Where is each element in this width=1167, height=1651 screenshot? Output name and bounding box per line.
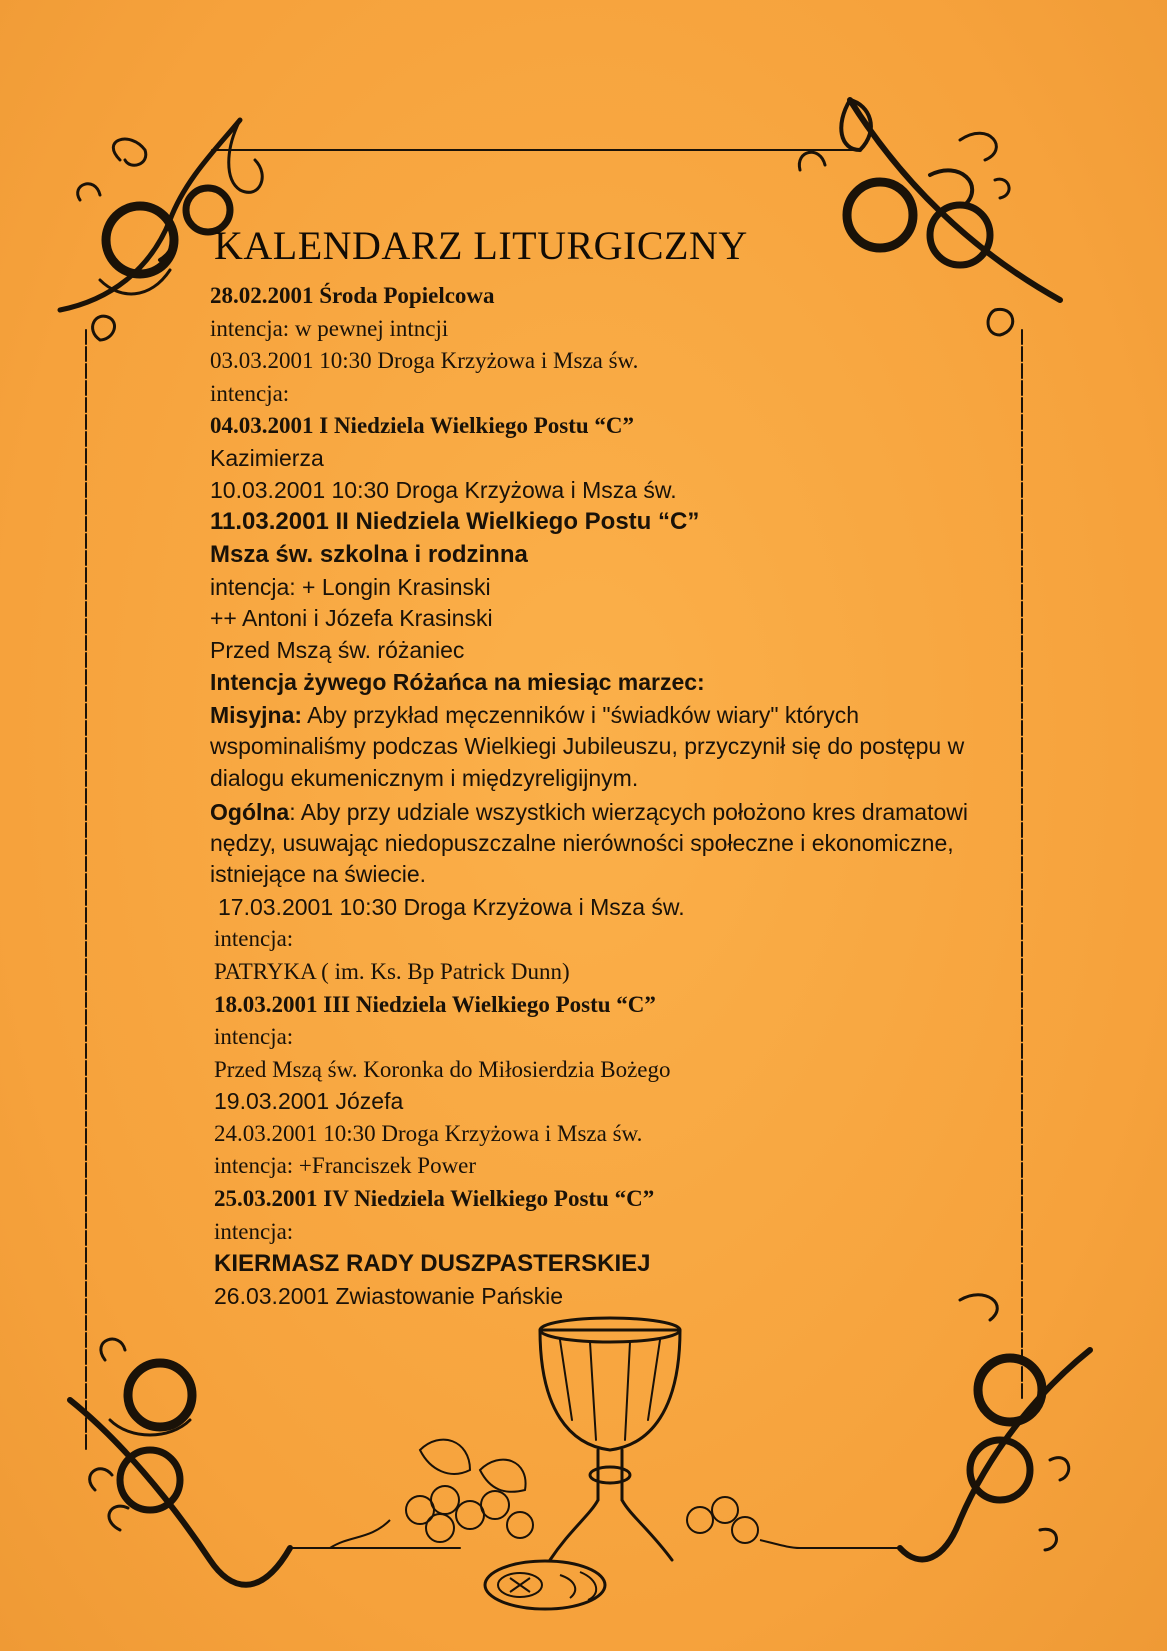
chalice-icon	[540, 1318, 680, 1560]
entry-line: intencja:	[214, 926, 294, 952]
general-intention	[210, 797, 980, 891]
entry-line: 19.03.2001 Józefa	[214, 1088, 404, 1115]
entry-date-line: 11.03.2001 II Niedziela Wielkiego Postu “C”	[210, 508, 700, 536]
entry-line: Kazimierza	[210, 444, 324, 471]
entry-line: Msza św. szkolna i rodzinna	[210, 540, 528, 568]
entry-date-line: 04.03.2001 I Niedziela Wielkiego Postu “C”	[210, 413, 635, 439]
entry-line: intencja: w pewnej intncji	[210, 315, 449, 341]
entry-line: PATRYKA ( im. Ks. Bp Patrick Dunn)	[214, 958, 570, 984]
ornament-bottom-right-icon	[900, 1295, 1090, 1560]
entry-line: 10.03.2001 10:30 Droga Krzyżowa i Msza św.	[210, 476, 677, 503]
entry-line: ++ Antoni i Józefa Krasinski	[210, 605, 493, 632]
entry-line: 03.03.2001 10:30 Droga Krzyżowa i Msza św.	[210, 348, 639, 374]
entry-date-line: 28.02.2001 Środa Popielcowa	[210, 283, 495, 308]
entry-line: intencja:	[214, 1024, 294, 1050]
page-title: KALENDARZ LITURGICZNY	[214, 223, 748, 268]
entry-line: intencja:	[214, 1218, 294, 1244]
entry-date-line: 25.03.2001 IV Niedziela Wielkiego Postu “C”	[214, 1186, 655, 1212]
general-label: Ogólna	[210, 798, 290, 825]
missionary-intention	[210, 700, 980, 794]
fair-announcement: KIERMASZ RADY DUSZPASTERSKIEJ	[214, 1250, 651, 1278]
ornament-bottom-left-icon	[70, 1339, 290, 1585]
missionary-label: Misyjna:	[210, 702, 303, 729]
entry-date-line: 18.03.2001 III Niedziela Wielkiego Postu “C”	[214, 991, 656, 1017]
calendar-content	[210, 278, 1000, 1315]
entry-line: intencja:	[210, 380, 290, 406]
entry-line: 26.03.2001 Zwiastowanie Pańskie	[214, 1283, 564, 1310]
entry-line: intencja: +Franciszek Power	[214, 1153, 477, 1179]
rosary-intention-heading: Intencja żywego Różańca na miesiąc marzec:	[210, 668, 705, 695]
missionary-text: Aby przykład męczenników i "świadków wiary" których wspominaliśmy podczas Wielkiegi Jubileuszu, przyczynił się do postępu w dialogu ekumenicznym i międzyreligijnym.	[210, 702, 965, 791]
host-icon	[485, 1561, 605, 1609]
entry-line: 24.03.2001 10:30 Droga Krzyżowa i Msza św.	[214, 1120, 643, 1146]
grapes-icon	[330, 1440, 800, 1548]
entry-line: 17.03.2001 10:30 Droga Krzyżowa i Msza św.	[218, 893, 685, 920]
entry-line: Przed Mszą św. różaniec	[210, 636, 465, 663]
entry-line: Przed Mszą św. Koronka do Miłosierdzia Bożego	[214, 1056, 671, 1082]
entry-line: intencja: + Longin Krasinski	[210, 573, 491, 600]
general-text: : Aby przy udziale wszystkich wierzących położono kres dramatowi nędzy, usuwając niedopuszczalne nierówności społeczne i ekonomiczne, istniejące na świecie.	[210, 798, 969, 888]
